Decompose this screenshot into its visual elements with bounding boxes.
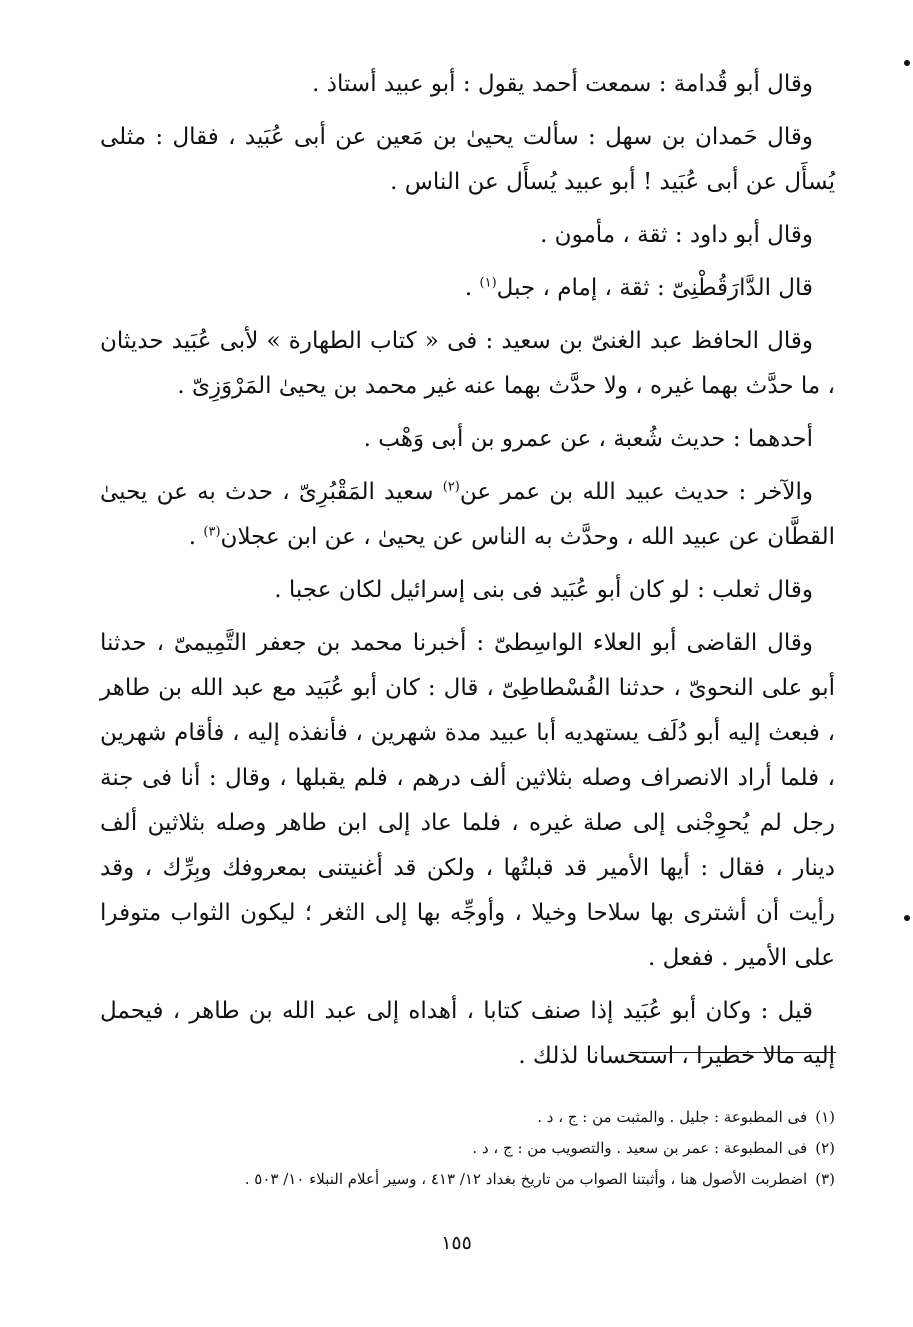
- main-text: [100, 62, 835, 1087]
- paragraph-3: وقال أبو داود : ثقة ، مأمون .: [540, 222, 813, 248]
- footnote-ref-3: (٣): [203, 524, 221, 540]
- paragraph-1: وقال أبو قُدامة : سمعت أحمد يقول : أبو عبيد أستاذ .: [312, 71, 813, 97]
- footnote-3-text: اضطربت الأصول هنا ، وأثبتنا الصواب من تاريخ بغداد ١٢/ ٤١٣ ، وسير أعلام النبلاء ١٠/ ٥٠٣ .: [244, 1170, 808, 1188]
- paragraph-4-text: قال الدَّارَقُطْنِىّ : ثقة ، إمام ، جبل: [496, 275, 813, 301]
- margin-dot-top: [904, 60, 910, 66]
- paragraph-6: أحدهما : حديث شُعبة ، عن عمرو بن أبى وَهْب .: [363, 426, 813, 452]
- paragraph-7: والآخر : حديث عبيد الله بن عمر عن$^{(٢)}$ سعيد المَقْبُرِىّ ، حدث به عن يحيىٰ القطَّان عن عبيد الله ، وحدَّث به الناس عن يحيىٰ ، عن ابن عجلان$^{(٣)}$ .: [100, 479, 835, 550]
- page-number: ١٥٥: [441, 1232, 472, 1254]
- paragraph-5: وقال الحافظ عبد الغنىّ بن سعيد : فى « كتاب الطهارة » لأبى عُبَيد حديثان ، ما حدَّث بهما غيره ، ولا حدَّث بهما عنه غير محمد بن يحيىٰ المَرْوَزِىّ .: [100, 328, 835, 399]
- paragraph-9: وقال القاضى أبو العلاء الواسِطىّ : أخبرنا محمد بن جعفر التَّمِيمىّ ، حدثنا أبو على النحوىّ ، حدثنا الفُسْطاطِىّ ، قال : كان أبو عُبَيد مع عبد الله بن طاهر ، فبعث إليه أبو دُلَف يستهديه أبا عبيد مدة شهرين ، فأنفذه إليه ، فأقام شهرين ، فلما أراد الانصراف وصله بثلاثين ألف درهم ، فلم يقبلها ، وقال : أنا فى جنة رجل لم يُحوِجْنى إلى صلة غيره ، فلما عاد إلى ابن طاهر وصله بثلاثين ألف دينار ، فقال : أيها الأمير قد قبلتُها ، ولكن قد أغنيتنى بمعروفك وبِرِّك ، وقد رأيت أن أشترى بها سلاحا وخيلا ، وأوجِّه بها إلى الثغر ؛ ليكون الثواب متوفرا على الأمير . ففعل .: [100, 630, 835, 971]
- footnote-separator: [630, 1052, 836, 1053]
- paragraph-8: وقال ثعلب : لو كان أبو عُبَيد فى بنى إسرائيل لكان عجبا .: [274, 577, 813, 603]
- footnote-1: [100, 1102, 835, 1133]
- footnotes: [100, 1102, 835, 1195]
- footnote-ref-1: (١): [479, 275, 497, 291]
- footnote-2-number: (٢): [815, 1139, 835, 1157]
- margin-dot-middle: [904, 915, 910, 921]
- paragraph-7-text-a: والآخر : حديث عبيد الله بن عمر عن: [459, 479, 813, 505]
- footnote-1-text: فى المطبوعة : جليل . والمثبت من : ج ، د .: [537, 1108, 808, 1126]
- footnote-3: [100, 1164, 835, 1195]
- footnote-ref-2: (٢): [442, 479, 460, 495]
- footnote-1-number: (١): [815, 1108, 835, 1126]
- paragraph-4: قال الدَّارَقُطْنِىّ : ثقة ، إمام ، جبل$^{(١)}$ .: [464, 275, 813, 301]
- footnote-2-text: فى المطبوعة : عمر بن سعيد . والتصويب من : ج ، د .: [472, 1139, 808, 1157]
- paragraph-10: قيل : وكان أبو عُبَيد إذا صنف كتابا ، أهداه إلى عبد الله بن طاهر ، فيحمل إليه مالا خطيرا ، استحسانا لذلك .: [100, 998, 835, 1069]
- footnote-2: [100, 1133, 835, 1164]
- paragraph-7-text-b: سعيد المَقْبُرِىّ ، حدث به عن يحيىٰ القطَّان عن عبيد الله ، وحدَّث به الناس عن يحيىٰ ، عن ابن عجلان: [100, 479, 835, 550]
- paragraph-2: وقال حَمدان بن سهل : سألت يحيىٰ بن مَعين عن أبى عُبَيد ، فقال : مثلى يُسأَل عن أبى عُبَيد ! أبو عبيد يُسأَل عن الناس .: [100, 124, 835, 195]
- footnote-3-number: (٣): [815, 1170, 835, 1188]
